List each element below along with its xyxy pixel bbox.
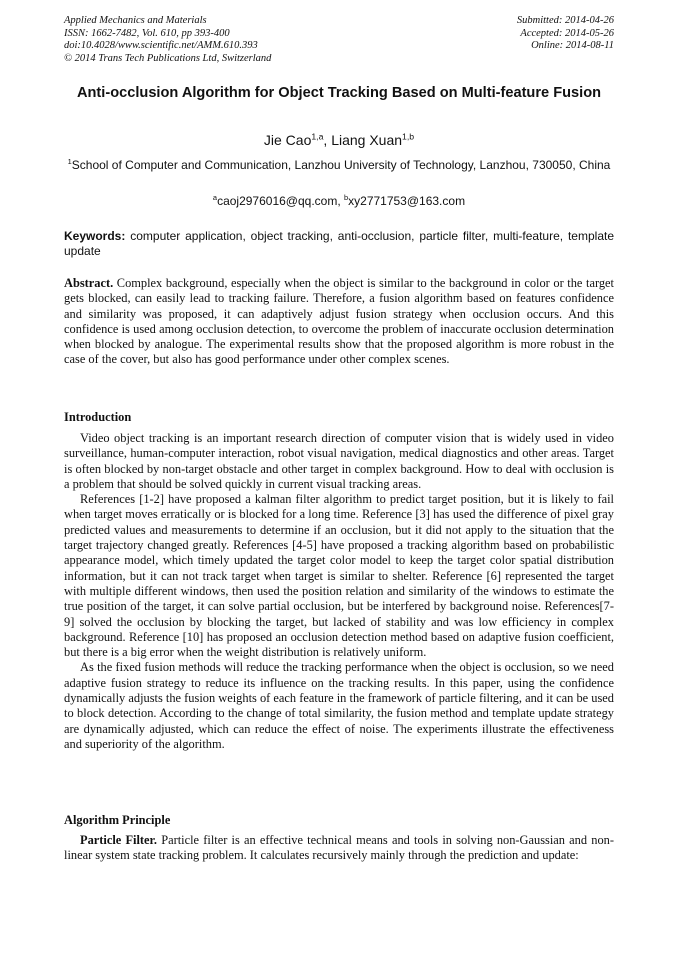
particle-filter-paragraph (64, 833, 614, 864)
submitted-date: Submitted: 2014-04-26 (516, 15, 614, 26)
abstract-label: Abstract. (64, 276, 114, 290)
section-heading-algorithm: Algorithm Principle (64, 813, 171, 827)
paper-title: Anti-occlusion Algorithm for Object Tracking Based on Multi-feature Fusion (76, 85, 602, 101)
doi-line: doi:10.4028/www.scientific.net/AMM.610.393 (64, 40, 258, 51)
author-separator: , (323, 132, 332, 148)
author-list (64, 131, 614, 149)
email-superscript: a (212, 193, 218, 202)
keywords (64, 229, 614, 259)
paragraph: As the fixed fusion methods will reduce the tracking performance when the object is occlusion, so we need adaptive fusion strategy to reduce its influence on the tracking results. In this paper, using the confidence dynamically adjusts the fusion weights of each feature in the framework of particle filtering, and it can be used to block detection. According to the change of total similarity, the fusion method and template update strategy are dynamically adjusted, which can reduce the effect of noise. The experiments illustrate the effectiveness and superiority of the algorithm. (64, 660, 614, 751)
online-date: Online: 2014-08-11 (531, 40, 614, 51)
publication-dates (517, 15, 614, 53)
issn-line: ISSN: 1662-7482, Vol. 610, pp 393-400 (64, 27, 230, 39)
email-superscript: b (344, 193, 349, 202)
section-heading-introduction: Introduction (64, 410, 132, 424)
affiliation-superscript: 1 (67, 157, 72, 166)
affiliation (64, 157, 614, 173)
author-superscript: 1,b (402, 131, 415, 142)
introduction-body (64, 431, 614, 752)
keywords-label: Keywords: (64, 229, 126, 243)
email-link[interactable]: caoj2976016@qq.com (217, 194, 338, 208)
paragraph-text: Particle filter is an effective technical means and tools in solving non-Gaussian and non-linear system state tracking problem. It calculates recursively mainly through the prediction and update: (64, 833, 614, 863)
email-link[interactable]: xy2771753@163.com (348, 194, 466, 208)
keywords-text: computer application, object tracking, anti-occlusion, particle filter, multi-feature, template update (64, 229, 614, 258)
copyright-line: © 2014 Trans Tech Publications Ltd, Switzerland (64, 52, 272, 64)
author-name: Liang Xuan (331, 132, 403, 148)
author-superscript: 1,a (311, 131, 324, 142)
journal-name: Applied Mechanics and Materials (64, 15, 207, 26)
subsection-label: Particle Filter. (80, 833, 158, 847)
author-emails (64, 193, 614, 209)
paragraph: Video object tracking is an important research direction of computer vision that is widely used in video surveillance, human-computer interaction, robot visual navigation, medical diagnostics and other areas. Target is often blocked by non-target obstacle and other target in complex background. How to deal with occlusion is a problem that should be solved quickly in current visual tracking areas. (64, 431, 614, 491)
email-separator: , (337, 194, 344, 208)
affiliation-text: School of Computer and Communication, Lanzhou University of Technology, Lanzhou, 730050, China (71, 158, 611, 172)
abstract (64, 276, 614, 368)
abstract-text: Complex background, especially when the object is similar to the background in color or the target gets blocked, can easily lead to tracking failure. Therefore, a fusion algorithm based on features confidence and similarity was proposed, it can adaptively adjust fusion strategy when occlusion occurs. And this confidence is used among occlusion detection, to overcome the problem of inaccurate occlusion determination when blocked by analogue. The experimental results show that the proposed algorithm is more robust in the case of the cover, but also has good performance under other complex scenes. (64, 276, 614, 367)
accepted-date: Accepted: 2014-05-26 (520, 27, 614, 39)
paragraph: References [1-2] have proposed a kalman filter algorithm to predict target position, but it is likely to fail when target moves erratically or is blocked for a long time. Reference [3] has used the difference of pixel gray predicted values and measurements to determine if an occlusion, but it did not apply to the situation that the target trajectory changed greatly. References [4-5] have proposed a tracking algorithm based on probabilistic appearance model, which timely updated the target color model to keep the target color spatial distribution information, but it can not track target when target is similar to shelter. Reference [6] represented the target with multiple different windows, then used the position relation and similarity of the windows to estimate the true position of the target, it can solve partial occlusion, but be interfered by background noise. References[7-9] solved the occlusion by blocking the target, but lacked of stability and was low efficiency in complex background. Reference [10] has proposed an occlusion detection method based on adaptive fusion coefficient, but there is a big error when the weight distribution is relatively uniform. (64, 492, 614, 660)
author-name: Jie Cao (263, 132, 312, 148)
journal-info (64, 15, 271, 65)
